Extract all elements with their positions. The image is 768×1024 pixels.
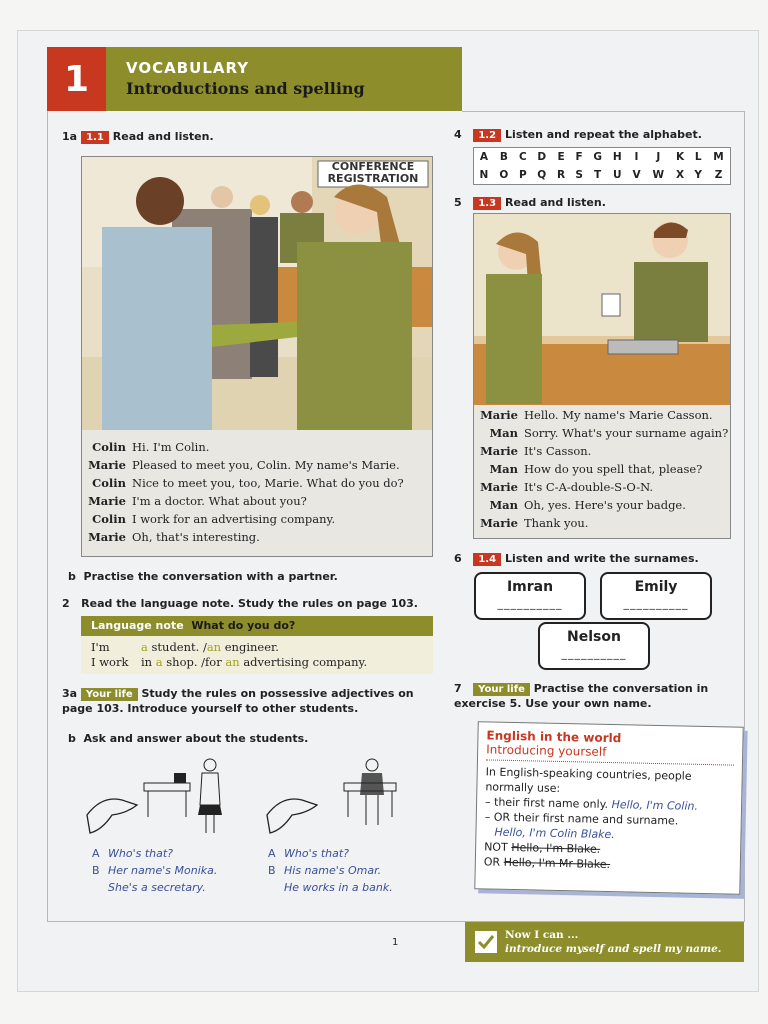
lang-article: a xyxy=(141,640,148,654)
speaker: Marie xyxy=(480,516,518,530)
alphabet-letter: M xyxy=(713,151,724,163)
ex-1b-letter: b xyxy=(68,570,76,583)
ew-example: Hello, I'm Colin. xyxy=(611,798,699,813)
ex-3b-letter: b xyxy=(68,732,76,745)
lang-article: an xyxy=(206,640,222,654)
ex-6 xyxy=(454,552,699,566)
alphabet-row xyxy=(474,148,730,166)
page-number: 1 xyxy=(392,937,399,948)
ex-3b-instruction: Ask and answer about the students. xyxy=(83,732,309,745)
alphabet-letter: C xyxy=(518,151,527,163)
english-in-the-world-box xyxy=(474,721,743,895)
language-note-header xyxy=(81,616,433,636)
unit-title: Introductions and spelling xyxy=(126,79,365,98)
alphabet-letter: V xyxy=(632,169,641,181)
check-icon xyxy=(475,931,497,953)
alphabet-row xyxy=(474,166,730,184)
language-note-body xyxy=(81,636,433,674)
line: Pleased to meet you, Colin. My name's Marie. xyxy=(132,458,400,472)
alphabet-letter: P xyxy=(518,169,527,181)
your-life-tag: Your life xyxy=(473,683,530,696)
speaker: Colin xyxy=(92,440,126,454)
ex-5-number: 5 xyxy=(454,196,462,209)
answer-1: Her name's Monika. xyxy=(108,864,218,877)
ex-7-instruction: Practise the conversation in exercise 5. Use your own name. xyxy=(454,682,709,710)
lang-word: I'm xyxy=(91,640,110,654)
speaker: Colin xyxy=(92,512,126,526)
alphabet-letter: E xyxy=(557,151,565,163)
ex-1a-number: 1a xyxy=(62,130,78,143)
alphabet-letter: T xyxy=(594,169,602,181)
lang-word: engineer. xyxy=(224,640,279,654)
your-life-tag: Your life xyxy=(81,688,138,701)
lang-word: student. / xyxy=(151,640,207,654)
track-1-1[interactable]: 1.1 xyxy=(81,131,109,144)
unit-number: 1 xyxy=(47,47,106,111)
ex-4-number: 4 xyxy=(454,128,462,141)
line: Sorry. What's your surname again? xyxy=(524,426,729,440)
language-note-label: Language note xyxy=(91,619,184,632)
surname-blank: __________ xyxy=(561,647,627,660)
lang-article: an xyxy=(225,655,240,669)
alphabet-letter: A xyxy=(479,151,488,163)
surname-name: Emily xyxy=(634,579,678,595)
question: Who's that? xyxy=(108,847,174,860)
alphabet-table xyxy=(473,147,731,185)
ex-2-instruction: Read the language note. Study the rules on page 103. xyxy=(81,597,418,610)
line: I'm a doctor. What about you? xyxy=(132,494,307,508)
dialog-row xyxy=(474,424,730,442)
speaker: Man xyxy=(489,498,518,512)
ew-wrong-example: Hello, I'm Mr Blake. xyxy=(503,855,611,872)
ew-title: English in the world xyxy=(486,728,622,746)
speaker-b: B xyxy=(92,864,100,877)
answer-2: He works in a bank. xyxy=(284,881,393,894)
dialog-row xyxy=(474,496,730,514)
alphabet-letter: Q xyxy=(537,169,547,181)
ex-2-number: 2 xyxy=(62,597,70,610)
frame-right xyxy=(744,111,745,921)
surname-box-imran[interactable] xyxy=(474,572,586,620)
header-rule xyxy=(462,111,744,112)
alphabet-letter: B xyxy=(499,151,508,163)
answer-2: She's a secretary. xyxy=(108,881,206,894)
ew-bullet-text: – their first name only. xyxy=(484,795,609,811)
ex-3b xyxy=(68,732,308,745)
ex-3a-instruction: Study the rules on possessive adjectives on page 103. Introduce yourself to other students. xyxy=(62,687,414,715)
track-1-3[interactable]: 1.3 xyxy=(473,197,501,210)
speaker: Marie xyxy=(88,494,126,508)
ex-7-number: 7 xyxy=(454,682,462,695)
surname-blank: __________ xyxy=(623,597,689,610)
line: How do you spell that, please? xyxy=(524,462,703,476)
alphabet-letter: Z xyxy=(714,169,723,181)
dialog-row xyxy=(82,492,432,510)
dialog-row xyxy=(474,460,730,478)
ex-7 xyxy=(454,681,729,711)
lang-word: I work xyxy=(91,655,129,669)
alphabet-letter: X xyxy=(676,169,685,181)
alphabet-letter: D xyxy=(537,151,547,163)
surname-name: Nelson xyxy=(567,629,621,645)
dialog-row xyxy=(82,438,432,456)
lang-word: shop. / xyxy=(166,655,206,669)
ex-3a-number: 3a xyxy=(62,687,78,700)
ex-5 xyxy=(454,196,606,210)
dialog-row xyxy=(82,474,432,492)
ex-6-instruction: Listen and write the surnames. xyxy=(505,552,699,565)
speaker-a: A xyxy=(268,847,276,860)
answer-1: His name's Omar. xyxy=(284,864,382,877)
dialog-1 xyxy=(81,430,433,557)
ex-4 xyxy=(454,128,702,142)
lang-word: in xyxy=(141,655,153,669)
now-i-can-bar xyxy=(465,922,744,962)
now-i-can-text: introduce myself and spell my name. xyxy=(505,943,722,955)
ex-1b xyxy=(68,570,338,583)
lang-word: advertising company. xyxy=(243,655,368,669)
ex-1b-instruction: Practise the conversation with a partner. xyxy=(83,570,338,583)
lang-article: a xyxy=(155,655,163,669)
registration-sign: CONFERENCE REGISTRATION xyxy=(327,160,419,185)
alphabet-letter: Y xyxy=(694,169,702,181)
alphabet-letter: H xyxy=(612,151,622,163)
speaker: Marie xyxy=(88,458,126,472)
line: Oh, that's interesting. xyxy=(132,530,260,544)
dialog-row xyxy=(474,406,730,424)
alphabet-letter: K xyxy=(676,151,685,163)
unit-category: VOCABULARY xyxy=(126,59,250,77)
now-i-can-label: Now I can ... xyxy=(505,929,579,941)
track-1-2[interactable]: 1.2 xyxy=(473,129,501,142)
frame-left xyxy=(47,111,48,921)
alphabet-letter: J xyxy=(656,151,661,163)
surname-name: Imran xyxy=(506,579,554,595)
speaker: Marie xyxy=(88,530,126,544)
ex-2 xyxy=(62,597,418,610)
line: Thank you. xyxy=(524,516,589,530)
ex-1a-instruction: Read and listen. xyxy=(112,130,214,143)
alphabet-letter: G xyxy=(593,151,602,163)
omar-illustration xyxy=(262,755,412,840)
speaker: Marie xyxy=(480,444,518,458)
lang-row-1 xyxy=(91,640,433,655)
dialog-row xyxy=(474,478,730,496)
alphabet-letter: O xyxy=(499,169,509,181)
mini-dialog-1 xyxy=(92,845,217,896)
surname-blank: __________ xyxy=(497,597,563,610)
dialog-row xyxy=(82,528,432,546)
monika-illustration xyxy=(82,755,232,840)
line: Hi. I'm Colin. xyxy=(132,440,210,454)
registration-desk-illustration xyxy=(473,213,731,407)
line: Hello. My name's Marie Casson. xyxy=(524,408,713,422)
ew-bullet-2: – OR their first name and surname. xyxy=(484,810,679,828)
ew-not-label: NOT xyxy=(484,840,508,854)
conference-illustration xyxy=(81,156,433,432)
line: Oh, yes. Here's your badge. xyxy=(524,498,686,512)
ew-wrong-example: Hello, I'm Blake. xyxy=(511,840,601,856)
ex-5-instruction: Read and listen. xyxy=(505,196,606,209)
alphabet-letter: R xyxy=(557,169,566,181)
speaker-b: B xyxy=(268,864,276,877)
line: Nice to meet you, too, Marie. What do you do? xyxy=(132,476,404,490)
speaker: Colin xyxy=(92,476,126,490)
dialog-row xyxy=(82,456,432,474)
ex-6-number: 6 xyxy=(454,552,462,565)
ew-example: Hello, I'm Colin Blake. xyxy=(494,825,615,842)
alphabet-letter: L xyxy=(694,151,702,163)
speaker-a: A xyxy=(92,847,100,860)
alphabet-letter: F xyxy=(575,151,583,163)
dialog-2 xyxy=(473,405,731,539)
mini-dialog-2 xyxy=(268,845,393,896)
dialog-row xyxy=(474,442,730,460)
speaker: Man xyxy=(489,462,518,476)
alphabet-letter: S xyxy=(575,169,583,181)
unit-header xyxy=(106,47,462,111)
surname-box-emily[interactable] xyxy=(600,572,712,620)
line: I work for an advertising company. xyxy=(132,512,336,526)
ew-subtitle: Introducing yourself xyxy=(486,742,607,759)
surname-box-nelson[interactable] xyxy=(538,622,650,670)
dialog-row xyxy=(82,510,432,528)
line: It's Casson. xyxy=(524,444,592,458)
dialog-row xyxy=(474,514,730,532)
ex-4-instruction: Listen and repeat the alphabet. xyxy=(505,128,702,141)
speaker: Marie xyxy=(480,480,518,494)
ex-1a xyxy=(62,130,214,144)
line: It's C-A-double-S-O-N. xyxy=(524,480,654,494)
question: Who's that? xyxy=(284,847,350,860)
track-1-4[interactable]: 1.4 xyxy=(473,553,501,566)
language-note-title: What do you do? xyxy=(191,619,296,632)
ew-or-label: OR xyxy=(483,855,501,869)
ew-body xyxy=(484,764,734,874)
ew-intro: In English-speaking countries, people normally use: xyxy=(485,765,692,795)
speaker: Man xyxy=(489,426,518,440)
lang-word: for xyxy=(205,655,222,669)
lang-row-2 xyxy=(91,655,433,670)
speaker: Marie xyxy=(480,408,518,422)
alphabet-letter: N xyxy=(479,169,489,181)
ex-3a xyxy=(62,686,434,716)
alphabet-letter: I xyxy=(634,151,639,163)
alphabet-letter: U xyxy=(613,169,622,181)
alphabet-letter: W xyxy=(652,169,665,181)
